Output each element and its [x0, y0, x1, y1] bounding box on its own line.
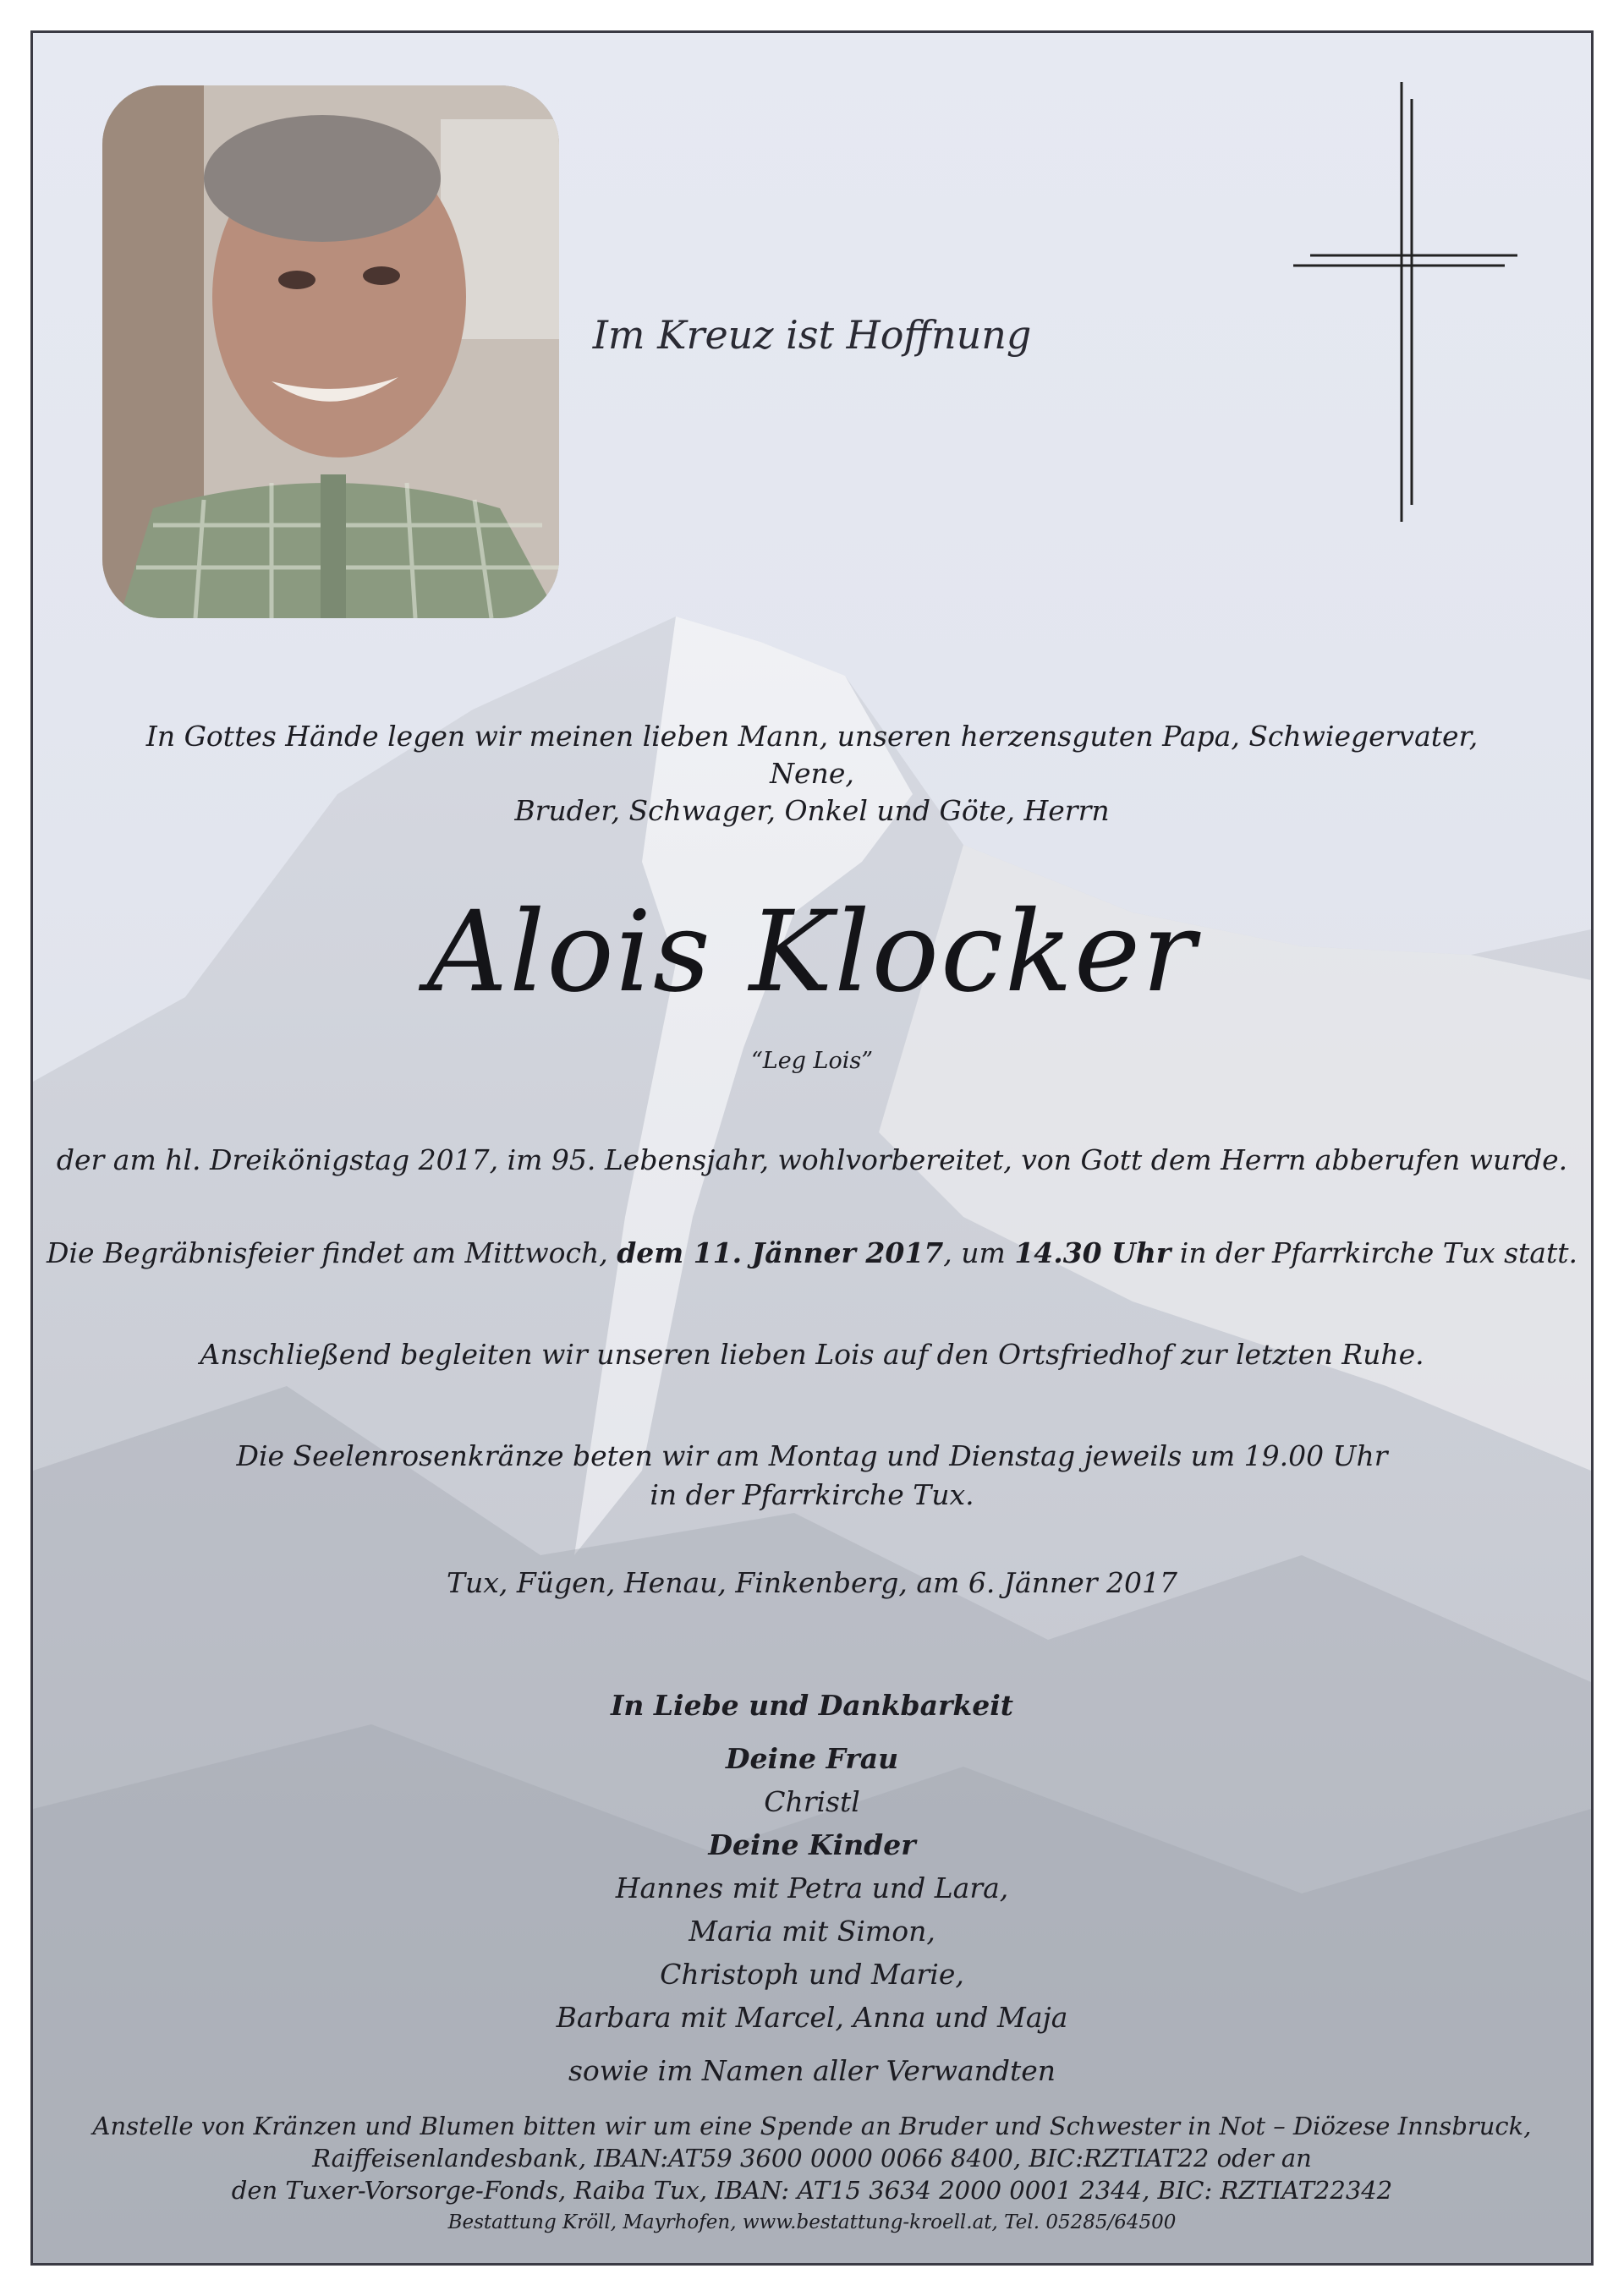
intro-line-1: In Gottes Hände legen wir meinen lieben Mann, unseren herzensguten Papa, Schwiegervater, Nene, — [145, 720, 1479, 790]
child-entry: Maria mit Simon, — [689, 1915, 935, 1948]
undertaker-info: Bestattung Kröll, Mayrhofen, www.bestattung-kroell.at, Tel. 05285/64500 — [447, 2211, 1177, 2233]
wife-name: Christl — [764, 1785, 860, 1818]
death-notice: der am hl. Dreikönigstag 2017, im 95. Lebensjahr, wohlvorbereitet, von Gott dem Herrn abberufen wurde. — [56, 1143, 1568, 1176]
motto: Im Kreuz ist Hoffnung — [592, 312, 1032, 358]
nickname: “Leg Lois” — [750, 1048, 874, 1074]
children-heading: Deine Kinder — [708, 1828, 916, 1861]
funeral-prefix: Die Begräbnisfeier findet am Mittwoch, — [47, 1236, 608, 1269]
cross-icon — [1293, 82, 1522, 522]
closing-line: In Liebe und Dankbarkeit — [610, 1689, 1014, 1722]
intro-text — [33, 718, 1591, 830]
funeral-date: dem 11. Jänner 2017 — [617, 1236, 944, 1269]
deceased-name: Alois Klocker — [426, 887, 1198, 1017]
funeral-middle: , um — [943, 1236, 1006, 1269]
place-date: Tux, Fügen, Henau, Finkenberg, am 6. Jänner 2017 — [447, 1566, 1177, 1599]
burial-notice: Anschließend begleiten wir unseren lieben Lois auf den Ortsfriedhof zur letzten Ruhe. — [200, 1338, 1424, 1371]
child-entry: Christoph und Marie, — [660, 1958, 964, 1991]
mourners-list — [33, 1737, 1591, 2092]
child-entry: Barbara mit Marcel, Anna und Maja — [556, 2001, 1068, 2034]
child-entry: Hannes mit Petra und Lara, — [615, 1871, 1009, 1904]
donation-line-1: Anstelle von Kränzen und Blumen bitten wir um eine Spende an Bruder und Schwester in Not – Diözese Innsbruck, — [92, 2112, 1532, 2140]
intro-line-2: Bruder, Schwager, Onkel und Göte, Herrn — [514, 794, 1110, 827]
donation-notice — [33, 2110, 1591, 2238]
wife-heading: Deine Frau — [725, 1742, 899, 1775]
rosary-line-2: in der Pfarrkirche Tux. — [650, 1478, 974, 1511]
funeral-time: 14.30 Uhr — [1014, 1236, 1171, 1269]
funeral-suffix: in der Pfarrkirche Tux statt. — [1179, 1236, 1577, 1269]
relatives-line: sowie im Namen aller Verwandten — [568, 2054, 1056, 2087]
rosary-notice — [33, 1437, 1591, 1515]
donation-line-2: Raiffeisenlandesbank, IBAN:AT59 3600 0000 0066 8400, BIC:RZTIAT22 oder an — [312, 2144, 1312, 2173]
obituary-card — [30, 30, 1594, 2266]
donation-line-3: den Tuxer-Vorsorge-Fonds, Raiba Tux, IBAN: AT15 3634 2000 0001 2344, BIC: RZTIAT22342 — [231, 2176, 1393, 2205]
funeral-notice — [33, 1234, 1591, 1273]
rosary-line-1: Die Seelenrosenkränze beten wir am Montag und Dienstag jeweils um 19.00 Uhr — [236, 1439, 1388, 1472]
